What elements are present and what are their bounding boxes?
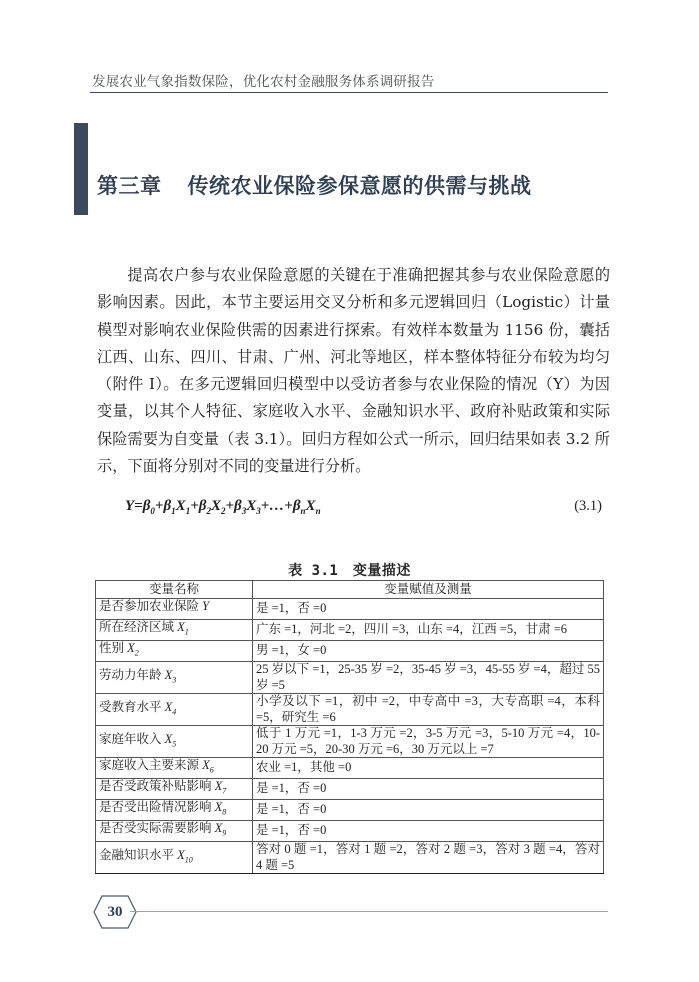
chapter-title: 传统农业保险参保意愿的供需与挑战: [187, 174, 532, 198]
variable-symbol: [165, 700, 177, 714]
formula-subscript: 3: [256, 506, 261, 516]
table-row: [96, 821, 604, 842]
formula-subscript: n: [300, 506, 306, 516]
table-row: [96, 758, 604, 779]
variable-symbol: [165, 732, 177, 746]
formula-subscript: 1: [185, 506, 191, 516]
variable-name-cell: [96, 641, 253, 662]
variable-symbol-base: X: [164, 731, 173, 746]
variable-symbol-base: X: [177, 847, 185, 862]
variable-name-cell: [96, 694, 253, 726]
variable-value-cell: 农业 =1，其他 =0: [253, 758, 604, 779]
variable-symbol-base: X: [127, 641, 135, 655]
table-header-row: [96, 581, 604, 599]
regression-formula: $Y=\beta_0+\beta_1X_1+\beta_2X_2+\beta_3X_3+\dots+\beta_nX_n$: [125, 498, 321, 516]
header-rule: [90, 92, 608, 93]
chapter-accent-bar: [74, 123, 88, 215]
variable-name: 是否受政策补贴影响: [99, 779, 212, 793]
variable-symbol: [165, 668, 177, 682]
variable-name: 受教育水平: [99, 699, 162, 714]
variable-value-cell: 是 =1，否 =0: [253, 779, 604, 800]
equation-number: (3.1): [574, 498, 602, 514]
variable-name-cell: [96, 620, 253, 641]
page-number-badge: [93, 895, 137, 929]
variable-name: 所在经济区域: [99, 620, 175, 634]
variable-name: 劳动力年龄: [99, 667, 162, 682]
variable-name: 是否受出险情况影响: [99, 800, 212, 814]
chapter-number: 第三章: [97, 174, 162, 198]
variable-name-cell: [96, 800, 253, 821]
variable-table: [95, 580, 604, 874]
table-caption: 表 3.1 变量描述: [288, 563, 411, 579]
variable-name-cell: [96, 758, 253, 779]
variable-symbol-base: X: [214, 800, 223, 814]
formula-subscript: n: [315, 506, 321, 516]
variable-value-cell: 是 =1，否 =0: [253, 821, 604, 842]
variable-name-cell: [96, 662, 253, 694]
variable-symbol: [214, 779, 227, 796]
variable-symbol: [127, 641, 139, 658]
variable-symbol: [202, 599, 209, 613]
variable-name: 是否受实际需要影响: [99, 821, 212, 835]
variable-symbol-base: Y: [202, 599, 210, 613]
table-row: [96, 779, 604, 800]
variable-symbol: [214, 821, 227, 838]
formula-row: [97, 498, 610, 522]
table-header-value: 变量赋值及测量: [253, 581, 604, 599]
variable-symbol: [202, 758, 214, 775]
variable-symbol-subscript: 1: [184, 627, 189, 637]
variable-name-cell: [96, 821, 253, 842]
variable-name-cell: [96, 599, 253, 620]
variable-name: 金融知识水平: [99, 847, 175, 862]
table-row: [96, 599, 604, 620]
body-text: [97, 262, 610, 480]
formula-subscript: 1: [171, 506, 176, 516]
table-row: [96, 641, 604, 662]
body-paragraph: 提高农户参与农业保险意愿的关键在于准确把握其参与农业保险意愿的影响因素。因此，本节主要运用交叉分析和多元逻辑回归（Logistic）计量模型对影响农业保险供需的因素进行探索。有效样本数量为 1156 份，囊括江西、山东、四川、甘肃、广州、河北等地区，样本整体特征分布较为均匀（附件 I）。在多元逻辑回归模型中以受访者参与农业保险的情况（Y）为因变量，以其个人特征、家庭收入水平、金融知识水平、政府补贴政策和实际保险需要为自变量（表 3.1）。回归方程如公式一所示，回归结果如表 3.2 所示，下面将分别对不同的变量进行分析。: [97, 266, 610, 476]
variable-name-cell: [96, 726, 253, 758]
variable-symbol-base: X: [202, 758, 210, 772]
variable-value-cell: 男 =1，女 =0: [253, 641, 604, 662]
variable-value-cell: 答对 0 题 =1，答对 1 题 =2，答对 2 题 =3，答对 3 题 =4，答对 4 题 =5: [253, 842, 604, 874]
variable-value-cell: 25 岁以下 =1，25-35 岁 =2，35-45 岁 =3，45-55 岁 =4，超过 55 岁 =5: [253, 662, 604, 694]
formula-subscript: 3: [241, 506, 247, 516]
formula-subscript: 2: [206, 506, 211, 516]
variable-symbol-subscript: 2: [134, 648, 139, 658]
page-number: 30: [107, 904, 123, 920]
variable-name: 家庭收入主要来源: [99, 758, 200, 772]
formula-subscript: 0: [150, 506, 155, 516]
variable-value-cell: 小学及以下 =1，初中 =2，中专高中 =3，大专高职 =4，本科 =5，研究生 =6: [253, 694, 604, 726]
table-row: [96, 620, 604, 641]
table-row: [96, 800, 604, 821]
table-row: [96, 842, 604, 874]
variable-symbol-base: X: [164, 699, 173, 714]
variable-value-cell: 是 =1，否 =0: [253, 599, 604, 620]
footer-rule: [130, 911, 608, 912]
table-row: [96, 694, 604, 726]
table-header-name: 变量名称: [96, 581, 253, 599]
variable-value-cell: 低于 1 万元 =1，1-3 万元 =2，3-5 万元 =3，5-10 万元 =4，10-20 万元 =5，20-30 万元 =6，30 万元以上 =7: [253, 726, 604, 758]
variable-symbol-base: X: [177, 620, 185, 634]
variable-symbol: [177, 848, 193, 862]
running-header: 发展农业气象指数保险，优化农村金融服务体系调研报告: [92, 74, 435, 90]
variable-symbol-base: X: [214, 779, 223, 793]
chapter-heading: [97, 170, 532, 200]
variable-name: 家庭年收入: [99, 731, 162, 746]
variable-symbol: [177, 620, 189, 637]
variable-name-cell: [96, 842, 253, 874]
variable-value-cell: 广东 =1，河北 =2，四川 =3，山东 =4，江西 =5，甘肃 =6: [253, 620, 604, 641]
variable-symbol-subscript: 9: [222, 828, 227, 838]
formula-subscript: 2: [220, 506, 226, 516]
variable-symbol-subscript: 3: [172, 675, 177, 684]
variable-name: 是否参加农业保险: [99, 599, 200, 613]
variable-symbol-subscript: 10: [184, 855, 193, 864]
variable-name: 性别: [99, 641, 125, 655]
variable-name-cell: [96, 779, 253, 800]
variable-symbol-subscript: 6: [209, 765, 214, 775]
variable-symbol-subscript: 7: [222, 786, 227, 796]
variable-symbol-base: X: [164, 667, 173, 682]
variable-symbol: [214, 800, 227, 817]
variable-symbol-base: X: [214, 821, 223, 835]
table-row: [96, 726, 604, 758]
variable-value-cell: 是 =1，否 =0: [253, 800, 604, 821]
variable-symbol-subscript: 8: [222, 807, 227, 817]
table-row: [96, 662, 604, 694]
variable-symbol-subscript: 5: [172, 739, 177, 748]
variable-symbol-subscript: 4: [172, 707, 177, 716]
